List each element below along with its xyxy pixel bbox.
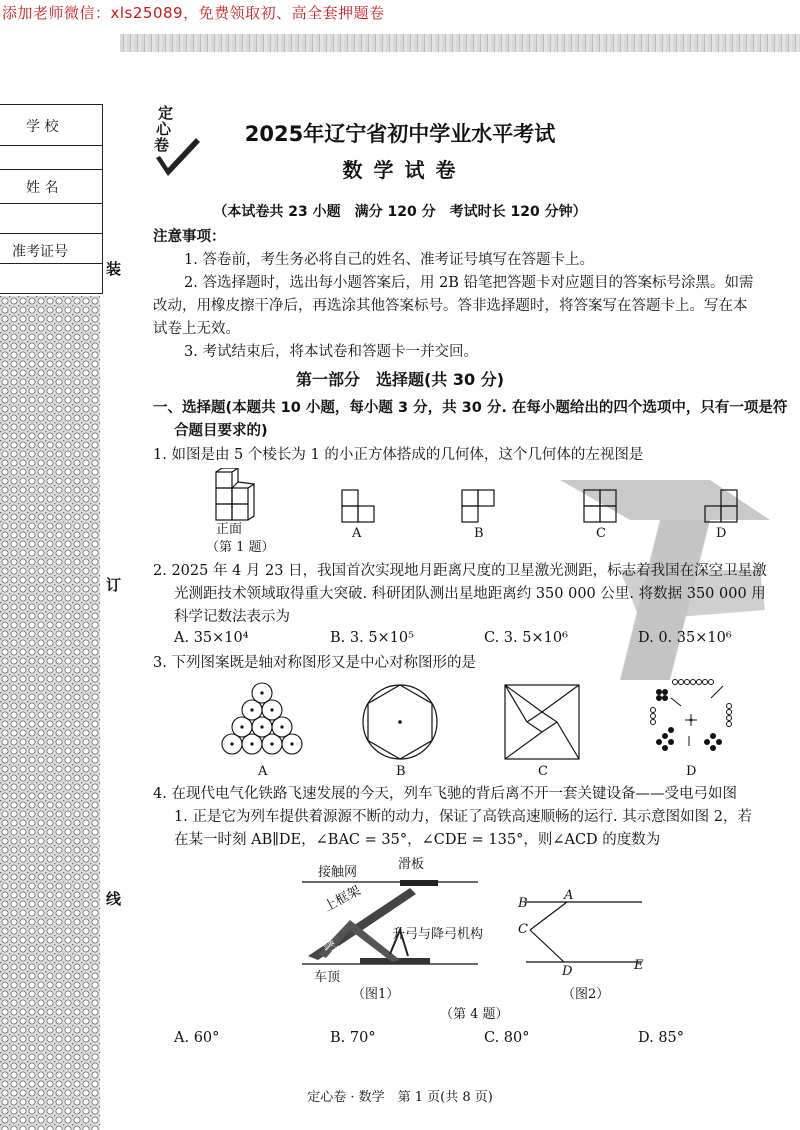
q2-line1: 2. 2025 年 4 月 23 日，我国首次实现地月距离尺度的卫星激光测距，标志着我国在深空卫星激 [153,563,767,579]
fig1-label-net: 接触网 [318,865,358,880]
q1-option-c-figure [582,488,618,524]
exam-title: 2025年辽宁省初中学业水平考试 [244,122,556,146]
note-2-line1: 2. 答选择题时，选出每小题答案后，用 2B 铅笔把答题卡对应题目的答案标号涂黑。如需 [184,275,754,291]
name-label: 姓 名 [26,180,59,196]
q4-figure-caption: （第 4 题） [440,1007,509,1022]
fig1-label-slide: 滑板 [398,857,425,872]
q1-option-a-figure [340,488,376,524]
q1-front-label: 正面 [216,522,243,537]
q4-option-d: D. 85° [638,1030,685,1046]
fig2-label-b: B [518,896,528,911]
svg-text:卷: 卷 [154,136,170,154]
q4-option-c: C. 80° [484,1030,530,1046]
svg-text:定: 定 [158,104,174,122]
q1-stem: 1. 如图是由 5 个棱长为 1 的小正方体搭成的几何体，这个几何体的左视图是 [153,447,644,463]
page-footer: 定心卷 · 数学 第 1 页(共 8 页) [307,1090,493,1105]
fig1-label-lower-arm: 下臂杆 [306,926,346,964]
fig2-label-c: C [518,922,528,937]
exam-info: （本试卷共 23 小题 满分 120 分 考试时长 120 分钟） [213,204,587,220]
note-2-line2: 改动，用橡皮擦干净后，再选涂其他答案标号。答非选择题时，将答案写在答题卡上。写在本 [153,298,748,314]
q3-option-d-figure [645,676,737,764]
q2-option-d: D. 0. 35×10⁶ [638,630,732,646]
q2-option-a: A. 35×10⁴ [174,630,249,646]
scan-strip [120,34,800,52]
q1-figure-caption: （第 1 题） [206,540,275,555]
note-3: 3. 考试结束后，将本试卷和答题卡一并交回。 [184,344,478,360]
q4-line2: 1. 正是它为列车提供着源源不断的动力，保证了高铁高速顺畅的运行. 其示意图如图 2，若 [174,809,752,825]
q3-label-d: D [686,764,697,779]
q4-line3: 在某一时刻 AB∥DE，∠BAC = 35°，∠CDE = 135°，则∠ACD 的度数为 [174,832,661,848]
section1-line1: 一、选择题(本题共 10 小题，每小题 3 分，共 30 分. 在每小题给出的四个选项中，只有一项是符 [153,400,788,416]
q1-label-a: A [352,526,362,541]
svg-text:心: 心 [156,120,172,138]
fig1-label-upper-frame: 上框架 [321,883,364,916]
fig1-label-roof: 车顶 [314,970,341,985]
q2-option-c: C. 3. 5×10⁶ [484,630,568,646]
q1-label-d: D [716,526,727,541]
q3-label-a: A [258,764,268,779]
q3-option-b-figure [360,682,440,762]
fig2-label-a: A [564,888,574,903]
q3-option-a-figure [218,682,306,762]
part1-heading: 第一部分 选择题(共 30 分) [295,370,505,389]
q3-option-c-figure [502,682,582,762]
binding-mark-zhuang: 装 [106,260,122,278]
fig2-label-e: E [634,958,644,973]
binding-mark-xian: 线 [106,890,122,908]
q1-label-c: C [596,526,606,541]
q1-option-b-figure [460,488,496,524]
q1-label-b: B [474,526,484,541]
fig2-label-d: D [562,964,573,979]
q2-option-b: B. 3. 5×10⁵ [330,630,414,646]
fig1-label-mechanism: 升弓与降弓机构 [392,927,484,942]
q3-label-c: C [538,764,548,779]
q1-option-d-figure [703,488,739,524]
fig2-caption: （图2） [562,987,610,1002]
exam-id-label: 准考证号 [12,244,68,260]
q4-option-a: A. 60° [174,1030,220,1046]
q3-stem: 3. 下列图案既是轴对称图形又是中心对称图形的是 [153,655,476,671]
q2-line3: 科学记数法表示为 [174,609,290,625]
exam-subtitle: 数 学 试 卷 [342,158,458,182]
section1-line2: 合题目要求的) [174,423,268,439]
q3-label-b: B [396,764,406,779]
fig1-caption: （图1） [352,987,400,1002]
note-1: 1. 答卷前，考生务必将自己的姓名、准考证号填写在答题卡上。 [184,252,594,268]
q4-figure2-diagram [512,892,652,972]
binding-mark-ding: 订 [106,576,122,594]
top-banner-text: 添加老师微信：xls25089，免费领取初、高全套押题卷 [2,4,385,22]
notes-heading: 注意事项： [153,229,226,245]
security-pattern-overlay [0,296,100,1130]
q4-line1: 4. 在现代电气化铁路飞速发展的今天，列车飞驰的背后离不开一套关键设备——受电弓如图 [153,786,737,802]
q4-option-b: B. 70° [330,1030,376,1046]
q2-line2: 光测距技术领域取得重大突破. 科研团队测出星地距离约 350 000 公里. 将数据 350 000 用 [174,586,766,602]
note-2-line3: 试卷上无效。 [153,321,240,337]
school-label: 学 校 [26,119,59,135]
